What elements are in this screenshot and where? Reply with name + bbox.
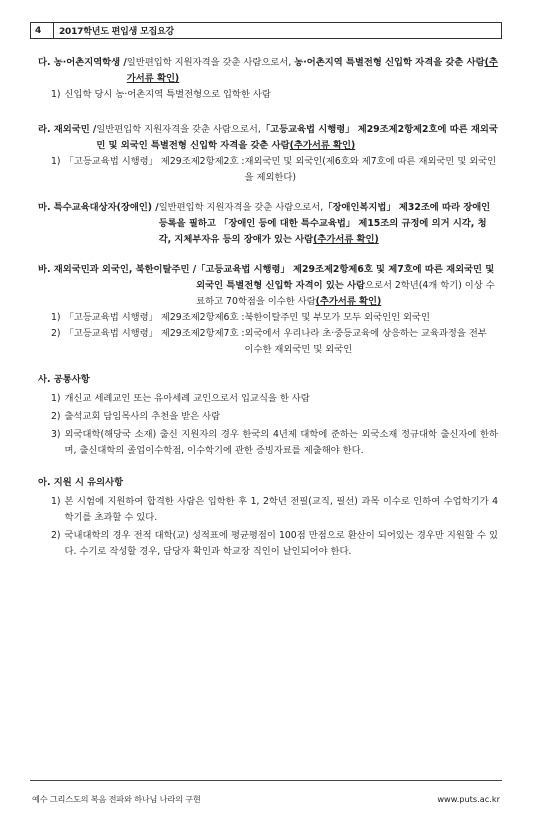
section-qualification: 농·어촌지역 특별전형 신입학 자격을 갖춘 사람 (294, 57, 485, 68)
section-heading: 다. 농·어촌지역학생 / (38, 57, 127, 68)
section-heading: 사. 공통사항 (38, 374, 90, 385)
page-header (30, 22, 502, 39)
footer-website-link[interactable]: www.puts.ac.kr (437, 794, 500, 804)
header-divider (53, 23, 54, 38)
list-item: 1) 본 시험에 지원하여 합격한 사람은 입학한 후 1, 2학년 전필(교직, 필선) 과목 이수로 인하여 수업학기가 4학기를 초과할 수 있다. (51, 496, 498, 523)
list-item: 2) 「고등교육법 시행령」 제29조제2항제7호 : 외국에서 우리나라 초·중등교육에 상응하는 교육과정을 전부 이수한 재외국민 및 외국인 (38, 326, 498, 358)
section-qualification: 「고등교육법 시행령」 제29조제2항제6호 및 제7호에 따른 재외국민 및 외국인 특별전형 신입학 자격이 있는 사람 (196, 264, 495, 291)
section-intro: 일반편입학 지원자격을 갖춘 사람으로서, (96, 124, 261, 135)
footer-motto: 예수 그리스도의 복음 전파와 하나님 나라의 구현 (32, 794, 201, 804)
section-overseas-korean (38, 122, 498, 186)
document-check-note: (추가서류 확인) (315, 296, 382, 307)
section-heading: 아. 지원 시 유의사항 (38, 477, 124, 488)
law-reference: 「고등교육법 시행령」 제29조제2항제7호 : (64, 328, 245, 339)
section-heading: 라. 재외국민 / (38, 124, 97, 135)
page-number: 4 (35, 25, 42, 36)
document-check-note: (추가서류 확인) (289, 140, 356, 151)
list-item: 2) 국내대학의 경우 전적 대학(교) 성적표에 평균평점이 100점 만점으로 환산이 되어있는 경우만 지원할 수 있다. 수기로 작성할 경우, 담당자 확인과 학교장 직인이 날인되어야 한다. (51, 530, 498, 557)
section-foreigner-defector (38, 262, 498, 358)
section-intro: 으로서 2학년(4개 학기) 이상 수료하고 70학점을 이수한 사람 (196, 280, 495, 307)
law-reference: 「고등교육법 시행령」 제29조제2항제2호 : (64, 156, 245, 167)
section-heading: 바. 재외국민과 외국인, 북한이탈주민 / (38, 264, 197, 275)
main-content (38, 55, 498, 560)
section-special-education (38, 200, 498, 248)
page-footer (30, 780, 502, 804)
list-item: 2) 출석교회 담임목사의 추천을 받은 사람 (51, 411, 221, 422)
section-intro: 일반편입학 지원자격을 갖춘 사람으로서, (158, 202, 324, 213)
list-item: 1) 신입학 당시 농·어촌지역 특별전형으로 입학한 사람 (51, 89, 271, 100)
list-item: 3) 외국대학(해당국 소재) 출신 지원자의 경우 한국의 4년제 대학에 준하는 외국소재 정규대학 출신자에 한하며, 출신대학의 졸업이수학점, 이수학기에 관한 증빙자료를 제출해야 한다. (51, 429, 498, 456)
document-title: 2017학년도 편입생 모집요강 (59, 27, 175, 37)
list-item: 1) 「고등교육법 시행령」 제29조제2항제2호 : 재외국민 및 외국인(제6호와 제7호에 따른 재외국민 및 외국인을 제외한다) (38, 154, 498, 186)
document-check-note: (추가서류 확인) (313, 234, 379, 245)
section-intro: 일반편입학 지원자격을 갖춘 사람으로서, (126, 57, 295, 68)
section-heading: 마. 특수교육대상자(장애인) / (38, 202, 159, 213)
list-item: 1) 「고등교육법 시행령」 제29조제2항제6호 : 북한이탈주민 및 부모가 모두 외국인인 외국인 (38, 310, 498, 326)
list-item: 1) 개신교 세례교인 또는 유아세례 교인으로서 입교식을 한 사람 (51, 393, 310, 404)
section-qualification: 「장애인복지법」 제32조에 따라 장애인 등록을 필하고 「장애인 등에 대한 특수교육법」 제15조의 규정에 의거 시각, 청각, 지체부자유 등의 장애가 있는 사람 (158, 202, 491, 245)
section-application-notes (38, 475, 498, 560)
section-rural (38, 55, 498, 103)
section-qualification: 「고등교육법 시행령」 제29조제2항제2호에 따른 재외국민 및 외국인 특별전형 신입학 자격을 갖춘 사람 (96, 124, 498, 151)
section-common (38, 372, 498, 459)
document-check-note: (추가서류 확인) (126, 57, 498, 84)
law-reference: 「고등교육법 시행령」 제29조제2항제6호 : (64, 312, 245, 323)
